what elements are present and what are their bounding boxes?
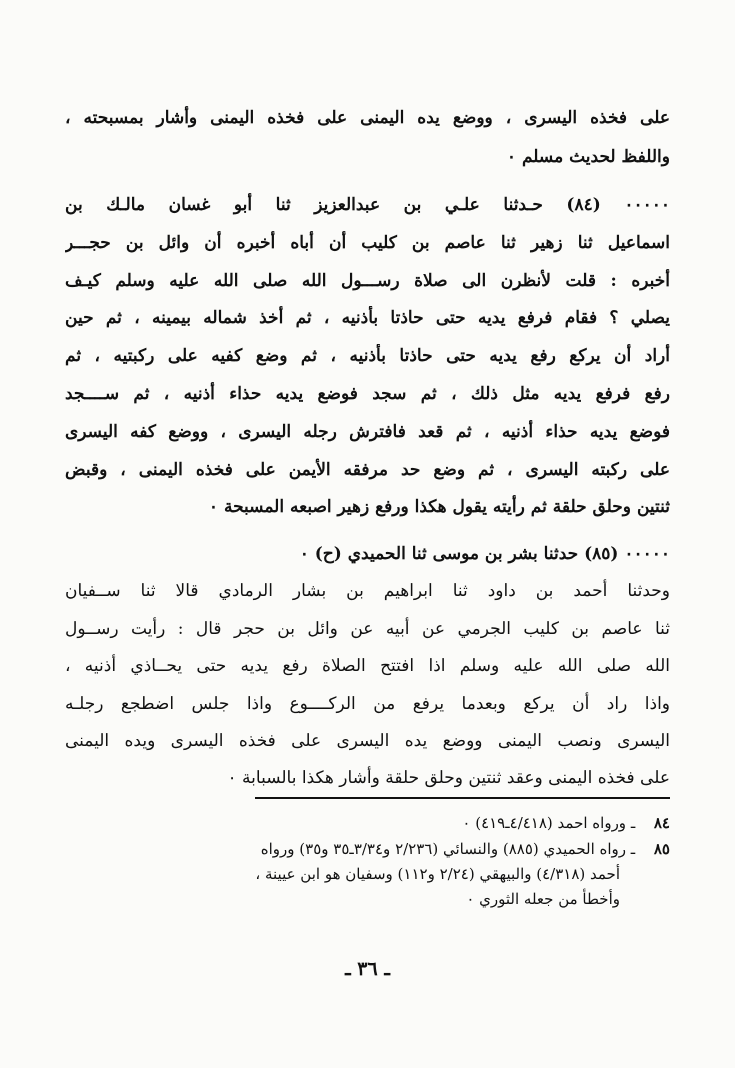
text-line: على فخذه اليمنى وعقد ثنتين وحلق حلقة وأشار هكذا بالسبابة ٠ (227, 768, 670, 788)
hadith-85-heading: ٠٠٠٠٠ (٨٥) حدثنا بشر بن موسى ثنا الحميدي (ح) ٠ (299, 544, 670, 564)
footnote-divider (255, 797, 670, 799)
text-line: وحدثنا أحمد بن داود ثنا ابراهيم بن بشار الرمادي قالا ثنا ســفيان (65, 581, 670, 601)
text-line: واللفظ لحديث مسلم ٠ (506, 147, 670, 167)
text-line: واذا راد أن يركع وبعدما يرفع من الركــــوع واذا جلس اضطجع رجلـه (65, 694, 670, 714)
text-line: اسماعيل ثنا زهير ثنا عاصم بن كليب أن أباه أخبره أن وائل بن حجـــر (65, 233, 670, 253)
text-line: أخبره : قلت لأنظرن الى صلاة رســـول الله صلى الله عليه وسلم كيـف (65, 271, 670, 291)
text-line: اليسرى ونصب اليمنى ووضع يده اليسرى على فخذه اليسرى ويده اليمنى (65, 731, 670, 751)
text-line: ثنتين وحلق حلقة ثم رأيته يقول هكذا ورفع زهير اصبعه المسبحة ٠ (208, 497, 670, 517)
footnote-84 (60, 812, 670, 834)
text-line: يصلي ؟ فقام فرفع يديه حتى حاذتا بأذنيه ، ثم أخذ شماله بيمينه ، ثم حين (65, 308, 670, 328)
footnote-85 (60, 838, 670, 860)
text-line: أراد أن يركع رفع يديه حتى حاذتا بأذنيه ، ثم وضع كفيه على ركبتيه ، ثم (65, 346, 670, 366)
footnote-number: ٨٤ (653, 814, 670, 832)
text-line: ثنا عاصم بن كليب الجرمي عن أبيه عن وائل بن حجر قال : رأيت رســول (65, 619, 670, 639)
text-line: على ركبته اليسرى ، ثم وضع حد مرفقه الأيمن على فخذه اليمنى ، وقبض (65, 460, 670, 480)
text-line: الله صلى الله عليه وسلم اذا افتتح الصلاة رفع يديه حتى يحــاذي أذنيه ، (65, 656, 670, 676)
text-line: على فخذه اليسرى ، ووضع يده اليمنى على فخذه اليمنى وأشار بمسبحته ، (65, 108, 670, 128)
footnote-text: ـ رواه الحميدي (٨٨٥) والنسائي (٢/٢٣٦ و٣/٣٤ـ٣٥ و٣٥) ورواه (260, 840, 636, 858)
footnote-text: أحمد (٤/٣١٨) والبيهقي (٢/٢٤ و١١٢) وسفيان هو ابن عيينة ، (255, 865, 620, 883)
footnote-text: ـ ورواه احمد (٤/٤١٨ـ٤١٩) ٠ (462, 814, 636, 832)
hadith-84-heading: ٠٠٠٠٠ (٨٤) حـدثنا علـي بن عبدالعزيز ثنا أبو غسان مالـك بن (65, 195, 670, 215)
text-line: فوضع يديه حذاء أذنيه ، ثم قعد فافترش رجله اليسرى ، ووضع كفه اليسرى (65, 422, 670, 442)
footnote-number: ٨٥ (653, 840, 670, 858)
page-number: ـ ٣٦ ـ (345, 958, 390, 980)
footnote-85-continued (60, 863, 670, 885)
footnote-text: وأخطأ من جعله الثوري ٠ (466, 890, 620, 908)
footnote-85-continued (60, 888, 670, 910)
text-line: رفع فرفع يديه مثل ذلك ، ثم سجد فوضع يديه حذاء أذنيه ، ثم ســــجد (65, 384, 670, 404)
